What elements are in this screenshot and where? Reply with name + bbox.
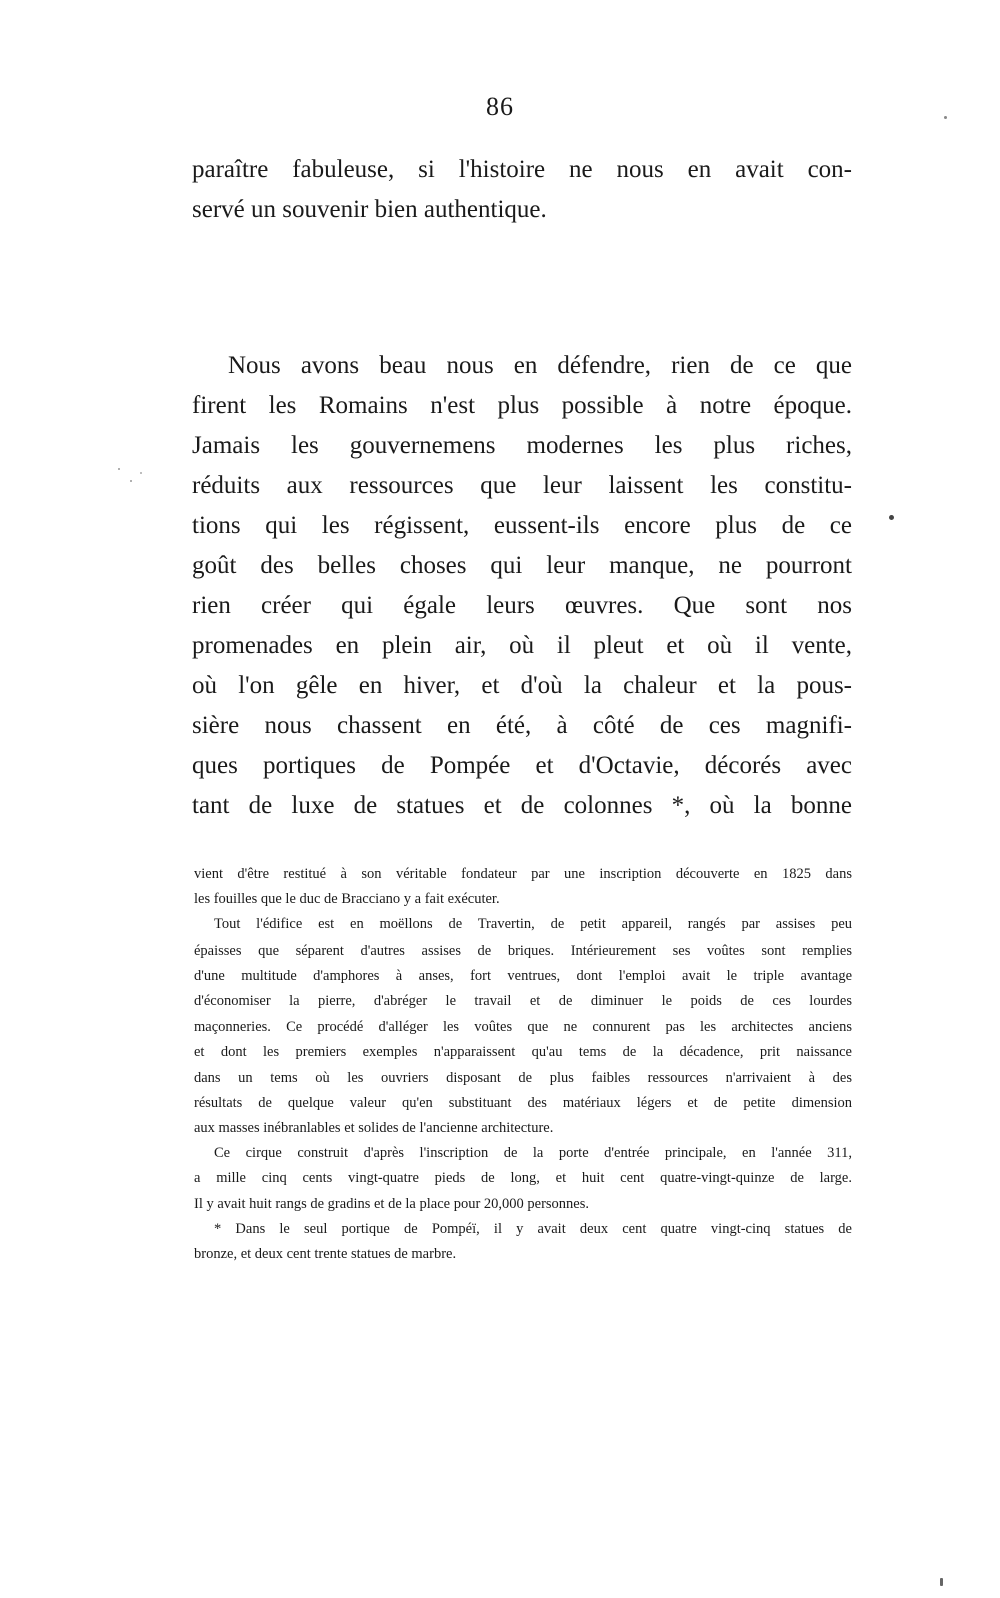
footnote-line: aux masses inébranlables et solides de l'ancienne architecture. (194, 1120, 554, 1136)
body-line: paraître fabuleuse, si l'histoire ne nous en avait con- (192, 156, 852, 183)
scan-speck (140, 472, 142, 474)
footnote-line: résultats de quelque valeur qu'en substituant des matériaux légers et de petite dimension (194, 1095, 852, 1111)
footnote-line: épaisses que séparent d'autres assises de briques. Intérieurement ses voûtes sont remplies (194, 943, 852, 959)
body-line: Nous avons beau nous en défendre, rien de ce que (228, 352, 852, 379)
body-line: goût des belles choses qui leur manque, ne pourront (192, 552, 852, 579)
footnote-line: dans un tems où les ouvriers disposant de plus faibles ressources n'arrivaient à des (194, 1070, 852, 1086)
footnote-line: bronze, et deux cent trente statues de marbre. (194, 1246, 457, 1262)
footnote-line: et dont les premiers exemples n'apparaissent qu'au tems de la décadence, prit naissance (194, 1044, 852, 1060)
footnote-line: vient d'être restitué à son véritable fondateur par une inscription découverte en 1825 dans (194, 866, 852, 882)
scan-speck (889, 515, 894, 520)
scan-speck (944, 116, 947, 119)
footnote-line: a mille cinq cents vingt-quatre pieds de long, et huit cent quatre-vingt-quinze de large. (194, 1170, 852, 1186)
footnote-line: Tout l'édifice est en moëllons de Travertin, de petit appareil, rangés par assises peu (214, 916, 852, 932)
footnote-line: les fouilles que le duc de Bracciano y a fait exécuter. (194, 891, 500, 907)
body-line: promenades en plein air, où il pleut et où il vente, (192, 632, 852, 659)
footnote-line: d'une multitude d'amphores à anses, fort ventrues, dont l'emploi avait le triple avantage (194, 968, 852, 984)
scan-speck (130, 480, 132, 482)
scan-speck (940, 1578, 943, 1586)
body-line: où l'on gêle en hiver, et d'où la chaleur et la pous- (192, 672, 852, 699)
body-line: tant de luxe de statues et de colonnes *, où la bonne (192, 792, 852, 819)
body-line: sière nous chassent en été, à côté de ces magnifi- (192, 712, 852, 739)
footnote-line: maçonneries. Ce procédé d'alléger les voûtes que ne connurent pas les architectes anciens (194, 1019, 852, 1035)
body-line: ques portiques de Pompée et d'Octavie, décorés avec (192, 752, 852, 779)
body-line: réduits aux ressources que leur laissent les constitu- (192, 472, 852, 499)
footnote-line: * Dans le seul portique de Pompéï, il y avait deux cent quatre vingt-cinq statues de (214, 1221, 852, 1237)
footnote-line: Il y avait huit rangs de gradins et de la place pour 20,000 personnes. (194, 1196, 590, 1212)
body-line: tions qui les régissent, eussent-ils encore plus de ce (192, 512, 852, 539)
page-number: 86 (486, 92, 514, 121)
body-line: Jamais les gouvernemens modernes les plus riches, (192, 432, 852, 459)
body-line: rien créer qui égale leurs œuvres. Que sont nos (192, 592, 852, 619)
body-line: servé un souvenir bien authentique. (192, 196, 547, 223)
body-line: firent les Romains n'est plus possible à notre époque. (192, 392, 852, 419)
footnote-line: Ce cirque construit d'après l'inscription de la porte d'entrée principale, en l'année 311, (214, 1145, 852, 1161)
footnote-line: d'économiser la pierre, d'abréger le travail et de diminuer le poids de ces lourdes (194, 993, 852, 1009)
scan-speck (118, 468, 120, 470)
